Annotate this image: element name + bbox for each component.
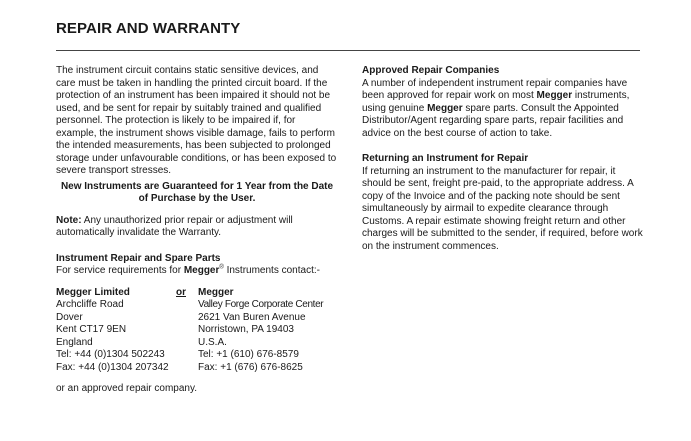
approved-brand: Megger xyxy=(536,90,573,101)
us-address-line: U.S.A. xyxy=(198,336,227,348)
left-column xyxy=(56,65,338,396)
returning-paragraph: If returning an instrument to the manufacturer for repair, it should be sent, freight pre-paid, to the appropriate address. A copy of the Invoice and of the packing note should be sent simultaneously by airmail to expedite clearance through Customs. A repair estimate showing freight return and other charges will be submitted to the sender, if required, before work on the instrument commences. xyxy=(362,165,643,252)
uk-address-line: Dover xyxy=(56,311,83,323)
us-address-line: Norristown, PA 19403 xyxy=(198,324,294,335)
or-separator: or xyxy=(176,286,186,298)
us-address-line: Valley Forge Corporate Center xyxy=(198,299,324,310)
spares-pre: For service requirements for xyxy=(56,265,184,276)
approved-paragraph xyxy=(362,78,644,141)
right-column xyxy=(362,65,644,253)
title-divider xyxy=(56,50,640,51)
approved-company-note: or an approved repair company. xyxy=(56,383,198,394)
note-label: Note: xyxy=(56,214,82,226)
approved-brand: Megger xyxy=(427,102,463,114)
approved-text: instruments, using genuine xyxy=(362,90,630,114)
page-title: REPAIR AND WARRANTY xyxy=(56,20,241,37)
us-telephone: Tel: +1 (610) 676-8579 xyxy=(198,349,299,360)
spares-heading: Instrument Repair and Spare Parts xyxy=(56,252,221,264)
spares-post: Instruments contact:- xyxy=(223,265,320,276)
uk-address-line: England xyxy=(56,336,93,348)
spares-brand: Megger xyxy=(183,265,220,276)
uk-telephone: Tel: +44 (0)1304 502243 xyxy=(56,349,165,360)
uk-company-name: Megger Limited xyxy=(56,286,130,298)
approved-text: A number of independent instrument repair companies have been approved for repair work on most xyxy=(362,77,628,101)
spares-paragraph xyxy=(56,265,338,278)
us-company-name: Megger xyxy=(198,286,234,298)
registered-mark: ® xyxy=(219,264,224,271)
approved-text: spare parts. Consult the Appointed Distributor/Agent regarding spare parts, repair facilities and advice on the best course of action to take. xyxy=(362,102,624,139)
uk-fax: Fax: +44 (0)1304 207342 xyxy=(56,361,169,373)
approved-heading: Approved Repair Companies xyxy=(362,65,500,76)
uk-address-line: Kent CT17 9EN xyxy=(56,324,127,335)
note-paragraph xyxy=(56,215,338,240)
us-address xyxy=(198,287,338,375)
uk-address-line: Archcliffe Road xyxy=(56,299,124,310)
note-text: Any unauthorized prior repair or adjustment will automatically invalidate the Warranty. xyxy=(56,214,293,238)
returning-heading: Returning an Instrument for Repair xyxy=(362,153,529,164)
address-block xyxy=(56,287,338,375)
uk-address xyxy=(56,287,176,375)
us-fax: Fax: +1 (676) 676-8625 xyxy=(198,361,303,373)
intro-paragraph: The instrument circuit contains static sensitive devices, and care must be taken in handling the printed circuit board. If the protection of an instrument has been impaired it should not be used, and be sent for repair by suitably trained and qualified personnel. The protection is likely to be impaired if, for example, the instrument shows visible damage, fails to perform the intended measurements, has been subjected to prolonged storage under unfavourable conditions, or has been exposed to severe transport stresses. xyxy=(56,65,337,176)
us-address-line: 2621 Van Buren Avenue xyxy=(198,311,306,323)
guarantee-statement: New Instruments are Guaranteed for 1 Year from the Date of Purchase by the User. xyxy=(60,180,334,204)
